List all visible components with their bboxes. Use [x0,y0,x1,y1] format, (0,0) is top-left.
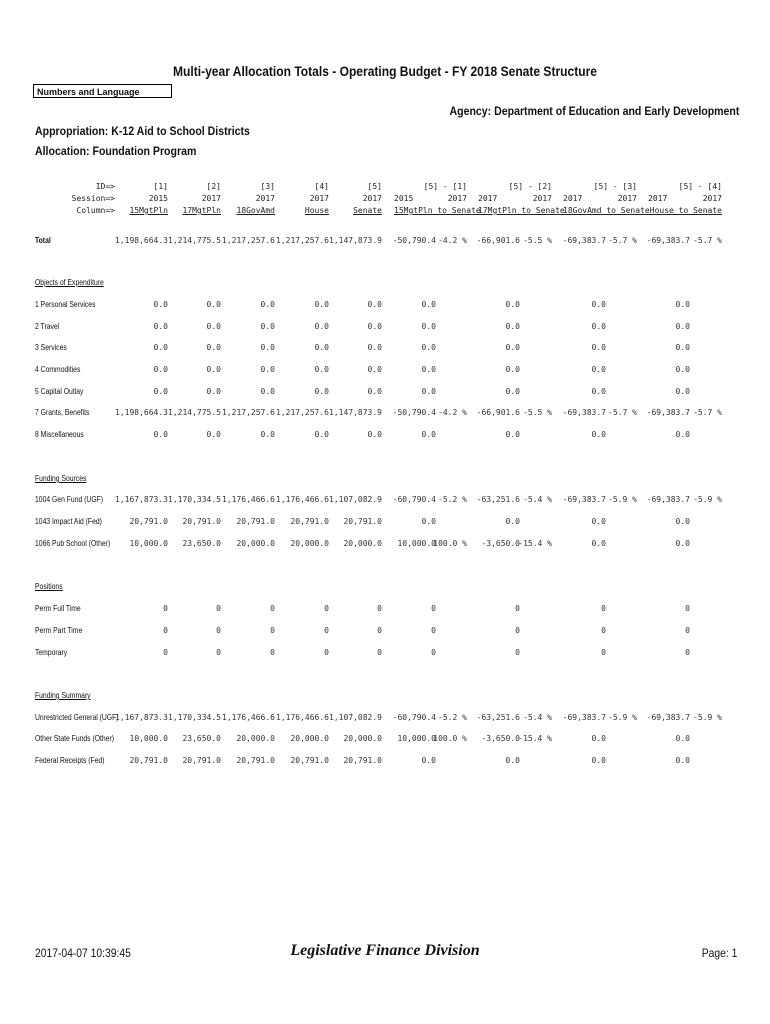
percent-change-cell: -5.5 % [523,408,552,417]
table-row [0,691,770,703]
report-title: Multi-year Allocation Totals - Operating Budget - FY 2018 Senate Structure [173,63,597,79]
value-cell: 0.0 [206,343,221,352]
comparison-id: [5] - [1] [423,182,467,191]
percent-change-cell: -4.2 % [438,236,467,245]
value-cell: 0.0 [153,430,168,439]
column-header-5 [342,181,382,217]
value-cell: 0.0 [505,517,520,526]
value-cell: 10,000.0 [397,539,436,548]
value-cell: 0.0 [421,517,436,526]
row-label: 2 Travel [35,322,60,331]
column-session: 2017 [362,194,382,203]
percent-change-cell: 100.0 % [433,539,467,548]
table-row [0,474,770,486]
value-cell: 0.0 [367,365,382,374]
value-cell: 1,217,257.6 [222,408,275,417]
value-cell: 0.0 [367,387,382,396]
value-cell: 1,147,873.9 [329,236,382,245]
column-header-2 [180,181,221,217]
column-session: 2017 [309,194,329,203]
table-row [0,430,770,442]
value-cell: 0.0 [675,365,690,374]
comparison-session-to: 2017 [702,194,722,203]
column-session: 2017 [201,194,221,203]
row-label: Total [35,236,51,245]
percent-change-cell: -5.9 % [608,713,637,722]
percent-change-cell: -5.7 % [693,236,722,245]
value-cell: -69,383.7 [646,408,690,417]
value-cell: 20,791.0 [343,517,382,526]
table-row [0,734,770,746]
value-cell: 1,214,775.5 [168,236,221,245]
section-heading: Positions [35,582,63,591]
value-cell: 0.0 [675,343,690,352]
value-cell: 0.0 [675,430,690,439]
value-cell: 1,107,082.9 [329,495,382,504]
value-cell: 1,167,873.3 [115,495,168,504]
value-cell: 0.0 [591,734,606,743]
value-cell: 0.0 [591,387,606,396]
value-cell: -69,383.7 [562,408,606,417]
comparison-session-to: 2017 [532,194,552,203]
value-cell: -69,383.7 [646,495,690,504]
value-cell: 0.0 [591,300,606,309]
percent-change-cell: -15.4 % [518,539,552,548]
header-labels [60,181,115,217]
value-cell: 0.0 [591,539,606,548]
column-id: [5] [367,182,382,191]
comparison-header-4 [648,181,722,217]
value-cell: 0.0 [421,756,436,765]
value-cell: -50,790.4 [392,236,436,245]
percent-change-cell: -5.4 % [523,713,552,722]
value-cell: 0.0 [421,430,436,439]
value-cell: 0 [515,626,520,635]
agency-label: Agency: Department of Education and Early Development [449,104,739,118]
comparison-id: [5] - [4] [678,182,722,191]
value-cell: 1,167,873.3 [115,713,168,722]
value-cell: 0 [163,626,168,635]
value-cell: 0 [163,648,168,657]
table-row [0,365,770,377]
value-cell: 0.0 [367,300,382,309]
value-cell: 0 [216,626,221,635]
value-cell: 0.0 [206,387,221,396]
value-cell: 20,791.0 [290,756,329,765]
value-cell: 0 [377,648,382,657]
value-cell: 0.0 [153,322,168,331]
value-cell: 0 [601,626,606,635]
column-id: [1] [153,182,168,191]
comparison-id: [5] - [2] [508,182,552,191]
value-cell: 20,000.0 [290,539,329,548]
value-cell: 0.0 [153,365,168,374]
value-cell: 0 [685,648,690,657]
row-label: Perm Full Time [35,604,81,613]
comparison-session-from: 2017 [563,194,583,203]
value-cell: 0.0 [505,300,520,309]
value-cell: 20,791.0 [236,756,275,765]
value-cell: 10,000.0 [397,734,436,743]
value-cell: 0.0 [314,430,329,439]
comparison-session-from: 2015 [394,194,414,203]
comparison-session-to: 2017 [447,194,467,203]
value-cell: -69,383.7 [646,713,690,722]
comparison-header-3 [563,181,650,217]
value-cell: 10,000.0 [129,539,168,548]
percent-change-cell: -5.7 % [608,408,637,417]
value-cell: 0 [270,648,275,657]
value-cell: 0.0 [314,387,329,396]
value-cell: 1,214,775.5 [168,408,221,417]
table-row [0,236,770,248]
table-row [0,582,770,594]
value-cell: -66,901.6 [476,236,520,245]
table-row [0,322,770,334]
allocation-label: Allocation: Foundation Program [35,144,197,158]
column-session: 2017 [255,194,275,203]
value-cell: 1,217,257.6 [276,408,329,417]
value-cell: 1,170,334.5 [168,495,221,504]
footer-division: Legislative Finance Division [290,942,480,959]
column-name: 15MgtPln [129,206,168,215]
value-cell: 0.0 [260,430,275,439]
value-cell: 20,000.0 [236,539,275,548]
value-cell: 20,791.0 [182,756,221,765]
value-cell: 0.0 [591,517,606,526]
value-cell: 0 [163,604,168,613]
value-cell: 0.0 [675,756,690,765]
value-cell: 0.0 [421,365,436,374]
section-heading: Objects of Expenditure [35,278,104,287]
value-cell: 1,198,664.3 [115,408,168,417]
table-row [0,604,770,616]
comparison-session-from: 2017 [648,194,668,203]
value-cell: 0.0 [421,300,436,309]
value-cell: 0 [270,604,275,613]
column-id: [4] [314,182,329,191]
value-cell: 0.0 [591,343,606,352]
column-session: 2015 [148,194,168,203]
value-cell: -69,383.7 [562,495,606,504]
value-cell: 0.0 [421,343,436,352]
value-cell: 0.0 [591,365,606,374]
value-cell: 0.0 [505,365,520,374]
comparison-name: 18GovAmd to Senate [563,206,650,215]
row-label: 4 Commodities [35,365,81,374]
value-cell: 0.0 [314,343,329,352]
value-cell: -60,790.4 [392,713,436,722]
value-cell: 0.0 [153,343,168,352]
value-cell: 0 [515,648,520,657]
value-cell: 0.0 [260,322,275,331]
value-cell: 20,000.0 [343,539,382,548]
row-label: 8 Miscellaneous [35,430,84,439]
comparison-id: [5] - [3] [593,182,637,191]
value-cell: -50,790.4 [392,408,436,417]
value-cell: 20,791.0 [290,517,329,526]
table-row [0,626,770,638]
value-cell: 20,000.0 [236,734,275,743]
value-cell: -63,251.6 [476,713,520,722]
table-row [0,539,770,551]
value-cell: 1,176,466.6 [222,495,275,504]
section-heading: Funding Summary [35,691,91,700]
column-name: 17MgtPln [182,206,221,215]
value-cell: 0 [431,604,436,613]
row-label: 1 Personal Services [35,300,96,309]
value-cell: 10,000.0 [129,734,168,743]
value-cell: 0.0 [675,387,690,396]
row-label: 1066 Pub School (Other) [35,539,111,548]
value-cell: 0.0 [314,300,329,309]
value-cell: 0 [431,648,436,657]
column-header-4 [288,181,329,217]
value-cell: 1,176,466.6 [276,713,329,722]
value-cell: -69,383.7 [562,236,606,245]
value-cell: 0.0 [206,322,221,331]
row-label: Perm Part Time [35,626,83,635]
value-cell: 0 [216,604,221,613]
percent-change-cell: 100.0 % [433,734,467,743]
comparison-name: House to Senate [649,206,722,215]
percent-change-cell: -5.7 % [608,236,637,245]
row-label: 5 Capital Outlay [35,387,84,396]
value-cell: 0 [685,604,690,613]
percent-change-cell: -5.4 % [523,495,552,504]
value-cell: 0 [377,604,382,613]
value-cell: 0 [270,626,275,635]
value-cell: 0.0 [675,517,690,526]
value-cell: 0.0 [505,322,520,331]
value-cell: 0.0 [675,322,690,331]
value-cell: 0 [431,626,436,635]
row-label: 1043 Impact Aid (Fed) [35,517,102,526]
table-row [0,756,770,768]
column-header-label: Column=> [76,206,115,215]
value-cell: 1,170,334.5 [168,713,221,722]
column-name: 18GovAmd [236,206,275,215]
value-cell: 0.0 [367,322,382,331]
percent-change-cell: -5.7 % [693,408,722,417]
appropriation-label: Appropriation: K-12 Aid to School Districts [35,124,250,138]
value-cell: 20,791.0 [129,756,168,765]
value-cell: 0.0 [421,387,436,396]
value-cell: -3,650.0 [481,539,520,548]
row-label: 7 Grants, Benefits [35,408,90,417]
table-row [0,387,770,399]
value-cell: 0.0 [505,387,520,396]
comparison-session-from: 2017 [478,194,498,203]
footer-timestamp: 2017-04-07 10:39:45 [35,946,131,960]
table-row [0,343,770,355]
row-label: 1004 Gen Fund (UGF) [35,495,104,504]
row-label: 3 Services [35,343,67,352]
comparison-header-1 [394,181,481,217]
row-label: Other State Funds (Other) [35,734,114,743]
value-cell: -3,650.0 [481,734,520,743]
numbers-and-language-box: Numbers and Language [33,84,172,98]
value-cell: 0.0 [505,430,520,439]
table-row [0,408,770,420]
comparison-name: 17MgtPln to Senate [478,206,565,215]
column-id: [2] [206,182,221,191]
value-cell: 20,791.0 [182,517,221,526]
comparison-name: 15MgtPln to Senate [394,206,481,215]
value-cell: 0.0 [206,300,221,309]
column-header-3 [235,181,275,217]
value-cell: 23,650.0 [182,734,221,743]
table-row [0,517,770,529]
table-row [0,300,770,312]
value-cell: 0.0 [367,430,382,439]
percent-change-cell: -5.9 % [693,495,722,504]
value-cell: 1,147,873.9 [329,408,382,417]
table-row [0,495,770,507]
percent-change-cell: -4.2 % [438,408,467,417]
value-cell: 20,791.0 [129,517,168,526]
value-cell: 0 [324,626,329,635]
value-cell: 0.0 [260,300,275,309]
value-cell: -69,383.7 [562,713,606,722]
value-cell: 20,000.0 [290,734,329,743]
value-cell: 23,650.0 [182,539,221,548]
value-cell: 0.0 [260,343,275,352]
value-cell: 0 [601,648,606,657]
row-label: Federal Receipts (Fed) [35,756,105,765]
value-cell: 0.0 [505,756,520,765]
session-header-label: Session=> [71,194,115,203]
percent-change-cell: -5.5 % [523,236,552,245]
value-cell: 0 [324,604,329,613]
value-cell: 0 [601,604,606,613]
table-row [0,648,770,660]
value-cell: -69,383.7 [646,236,690,245]
value-cell: 0.0 [505,343,520,352]
value-cell: 0 [515,604,520,613]
column-name: House [304,206,329,215]
value-cell: 0.0 [206,365,221,374]
value-cell: 0.0 [314,322,329,331]
value-cell: 0.0 [314,365,329,374]
column-header-1 [128,181,168,217]
row-label: Temporary [35,648,68,657]
table-row [0,278,770,290]
percent-change-cell: -5.2 % [438,495,467,504]
value-cell: 1,217,257.6 [276,236,329,245]
comparison-session-to: 2017 [617,194,637,203]
value-cell: 20,000.0 [343,734,382,743]
value-cell: 0.0 [367,343,382,352]
column-id: [3] [260,182,275,191]
id-header-label: ID=> [95,182,115,191]
percent-change-cell: -5.9 % [608,495,637,504]
footer-page-number: Page: 1 [701,946,737,960]
value-cell: -60,790.4 [392,495,436,504]
value-cell: 0.0 [206,430,221,439]
comparison-header-2 [478,181,565,217]
value-cell: 0 [324,648,329,657]
value-cell: 0.0 [675,539,690,548]
value-cell: 0.0 [260,365,275,374]
value-cell: 0.0 [591,756,606,765]
percent-change-cell: -5.2 % [438,713,467,722]
value-cell: 0.0 [591,322,606,331]
value-cell: 1,176,466.6 [222,713,275,722]
table-row [0,713,770,725]
value-cell: 0.0 [153,300,168,309]
value-cell: 0 [377,626,382,635]
value-cell: 0.0 [153,387,168,396]
value-cell: 0.0 [421,322,436,331]
section-heading: Funding Sources [35,474,87,483]
value-cell: 0.0 [591,430,606,439]
value-cell: 0 [216,648,221,657]
value-cell: 20,791.0 [343,756,382,765]
percent-change-cell: -15.4 % [518,734,552,743]
value-cell: -66,901.6 [476,408,520,417]
value-cell: 1,176,466.6 [276,495,329,504]
percent-change-cell: -5.9 % [693,713,722,722]
value-cell: 0 [685,626,690,635]
value-cell: 20,791.0 [236,517,275,526]
value-cell: 1,217,257.6 [222,236,275,245]
value-cell: -63,251.6 [476,495,520,504]
value-cell: 1,198,664.3 [115,236,168,245]
value-cell: 1,107,082.9 [329,713,382,722]
value-cell: 0.0 [675,734,690,743]
value-cell: 0.0 [260,387,275,396]
value-cell: 0.0 [675,300,690,309]
row-label: Unrestricted General (UGF) [35,713,119,722]
column-name: Senate [353,206,382,215]
